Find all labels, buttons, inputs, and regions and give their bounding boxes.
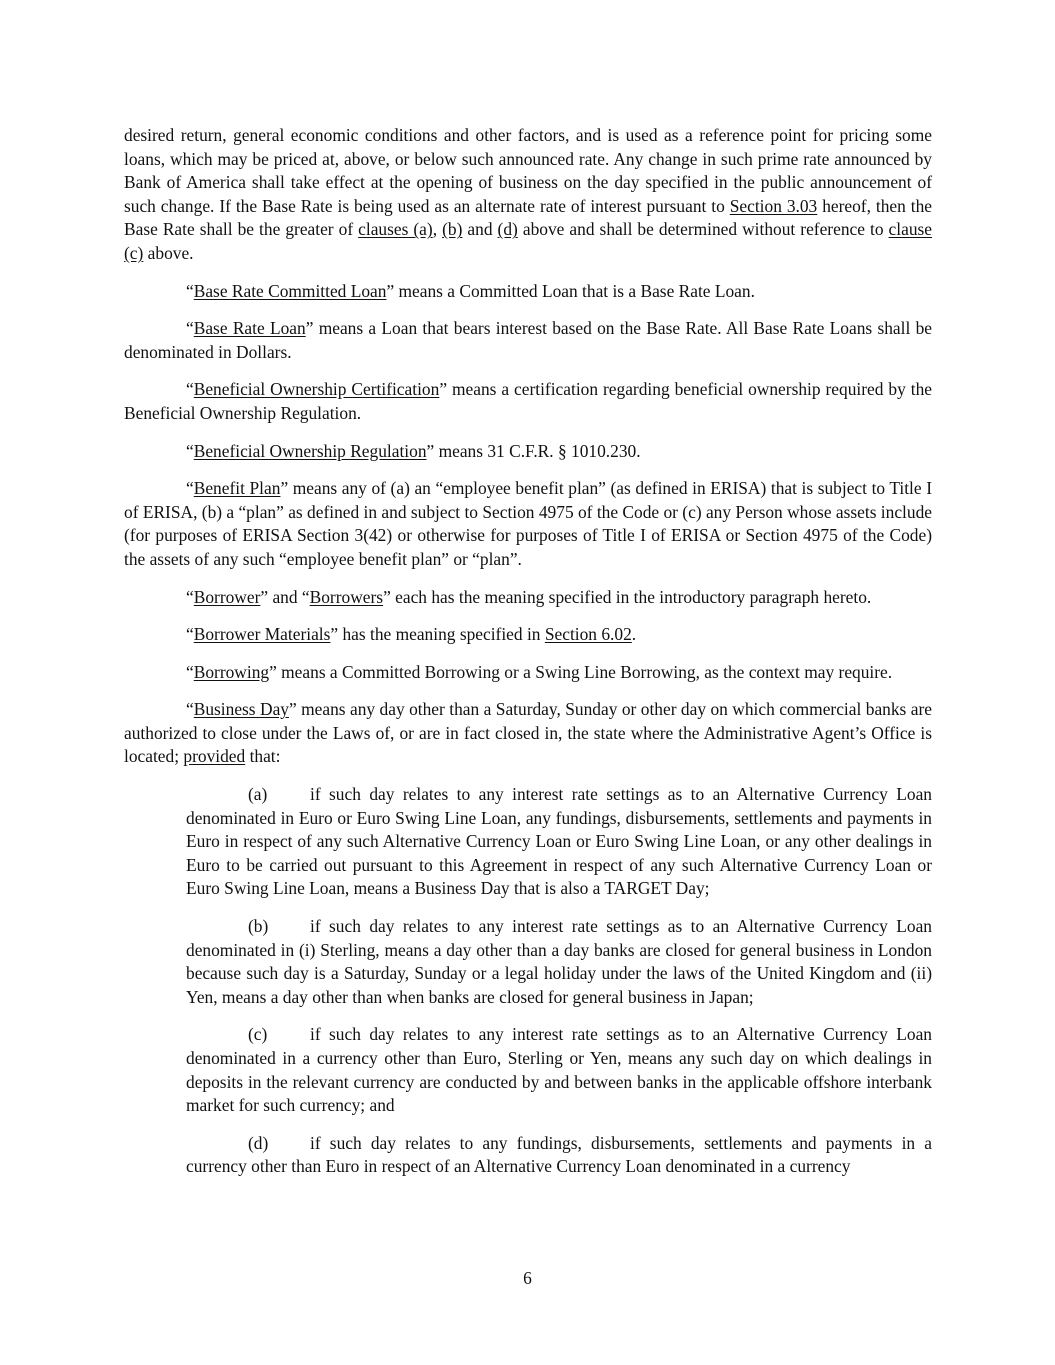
defined-term: Base Rate Committed Loan (193, 280, 387, 301)
text-segment: and (462, 219, 498, 240)
definition-paragraph (124, 317, 932, 364)
text-segment: “ (186, 440, 194, 461)
document-body (124, 124, 932, 1193)
page-number: 6 (523, 1268, 532, 1288)
defined-term: (b) (442, 219, 463, 240)
text-segment: “ (186, 318, 194, 339)
text-segment: “ (186, 280, 194, 301)
defined-term: clauses (a) (358, 219, 433, 240)
definition-paragraph (124, 280, 932, 304)
clause-label: (c) (248, 1024, 268, 1045)
text-segment: ” each has the meaning specified in the introductory paragraph hereto. (383, 586, 872, 607)
text-segment: , (432, 219, 443, 240)
text-segment: ” means a Committed Loan that is a Base Rate Loan. (386, 280, 755, 301)
text-segment: if such day relates to any interest rate settings as to an Alternative Currency Loan denominated in a currency other than Euro, Sterling or Yen, means any such day on which dealings in deposits in the relevant currency are conducted by and between banks in the applicable offshore interbank market for such currency; and (186, 1024, 932, 1116)
clause-label: (d) (248, 1132, 269, 1153)
text-segment: ” means 31 C.F.R. § 1010.230. (426, 440, 641, 461)
text-segment: “ (186, 586, 194, 607)
text-segment: ” means a Loan that bears interest based on the Base Rate. All Base Rate Loans shall be denominated in Dollars. (124, 318, 932, 362)
text-segment: ” has the meaning specified in (330, 624, 545, 645)
clause-label: (a) (248, 784, 268, 805)
sub-clause-paragraph (124, 1132, 932, 1179)
text-segment: “ (186, 699, 194, 720)
definition-paragraph (124, 698, 932, 769)
defined-term: Section 6.02 (544, 624, 632, 645)
text-segment: ” means any of (a) an “employee benefit plan” (as defined in ERISA) that is subject to Title I of ERISA, (b) a “plan” as defined in and subject to Section 4975 of the Code or (c) any Person whose assets include (for purposes of ERISA Section 3(42) or otherwise for purposes of Title I of ERISA or Section 4975 of the Code) the assets of any such “employee benefit plan” or “plan”. (124, 478, 932, 569)
text-segment: if such day relates to any fundings, disbursements, settlements and payments in a currency other than Euro in respect of an Alternative Currency Loan denominated in a currency (186, 1132, 932, 1177)
defined-term: Beneficial Ownership Certification (193, 379, 440, 400)
definition-paragraph (124, 623, 932, 647)
definition-paragraph (124, 586, 932, 610)
text-segment: ” means any day other than a Saturday, Sunday or other day on which commercial banks are authorized to close under the Laws of, or are in fact closed in, the state where the Administrative Agent’s Office is located; (124, 699, 932, 767)
sub-clause-paragraph (124, 915, 932, 1009)
defined-term: Borrowers (309, 586, 384, 607)
defined-term: Benefit Plan (193, 478, 281, 499)
defined-term: Base Rate Loan (193, 318, 306, 339)
text-segment: that: (245, 746, 281, 767)
defined-term: Beneficial Ownership Regulation (193, 440, 427, 461)
defined-term: clause (c) (124, 219, 932, 263)
definition-paragraph (124, 477, 932, 571)
defined-term: Borrower (193, 586, 261, 607)
definition-paragraph (124, 440, 932, 464)
text-segment: “ (186, 661, 194, 682)
text-segment: “ (186, 478, 194, 499)
text-segment: above. (143, 242, 194, 263)
definition-paragraph (124, 378, 932, 425)
continued-paragraph (124, 124, 932, 266)
clause-label: (b) (248, 916, 269, 937)
defined-term: Borrowing (193, 661, 270, 682)
text-segment: ” means a Committed Borrowing or a Swing Line Borrowing, as the context may require. (269, 661, 893, 682)
defined-term: Borrower Materials (193, 624, 331, 645)
defined-term: (d) (497, 219, 518, 240)
text-segment: “ (186, 379, 194, 400)
text-segment: ” means a certification regarding beneficial ownership required by the Beneficial Ownership Regulation. (124, 379, 932, 423)
text-segment: “ (186, 624, 194, 645)
text-segment: ” and “ (260, 586, 310, 607)
text-segment: hereof, then the Base Rate shall be the greater of (124, 195, 932, 240)
text-segment: if such day relates to any interest rate settings as to an Alternative Currency Loan denominated in Euro or Euro Swing Line Loan, any fundings, disbursements, settlements and payments in Euro in respect of any such Alternative Currency Loan or Euro Swing Line Loan, or any other dealings in Euro to be carried out pursuant to this Agreement in respect of any such Alternative Currency Loan or Euro Swing Line Loan, means a Business Day that is also a TARGET Day; (186, 784, 932, 899)
sub-clause-paragraph (124, 783, 932, 901)
sub-clause-paragraph (124, 1023, 932, 1117)
defined-term: Business Day (193, 699, 289, 720)
text-segment: desired return, general economic conditions and other factors, and is used as a reference point for pricing some loans, which may be priced at, above, or below such announced rate. Any change in such prime rate announced by Bank of America shall take effect at the opening of business on the day specified in the public announcement of such change. If the Base Rate is being used as an alternate rate of interest pursuant to (124, 125, 932, 216)
text-segment: above and shall be determined without reference to (517, 219, 889, 240)
text-segment: if such day relates to any interest rate settings as to an Alternative Currency Loan denominated in (i) Sterling, means a day other than a day banks are closed for general business in London because such day is a Saturday, Sunday or a legal holiday under the laws of the United Kingdom and (ii) Yen, means a day other than when banks are closed for general business in Japan; (186, 916, 932, 1007)
defined-term: provided (183, 746, 246, 767)
definition-paragraph (124, 661, 932, 685)
defined-term: Section 3.03 (729, 195, 818, 216)
text-segment: . (631, 624, 637, 645)
